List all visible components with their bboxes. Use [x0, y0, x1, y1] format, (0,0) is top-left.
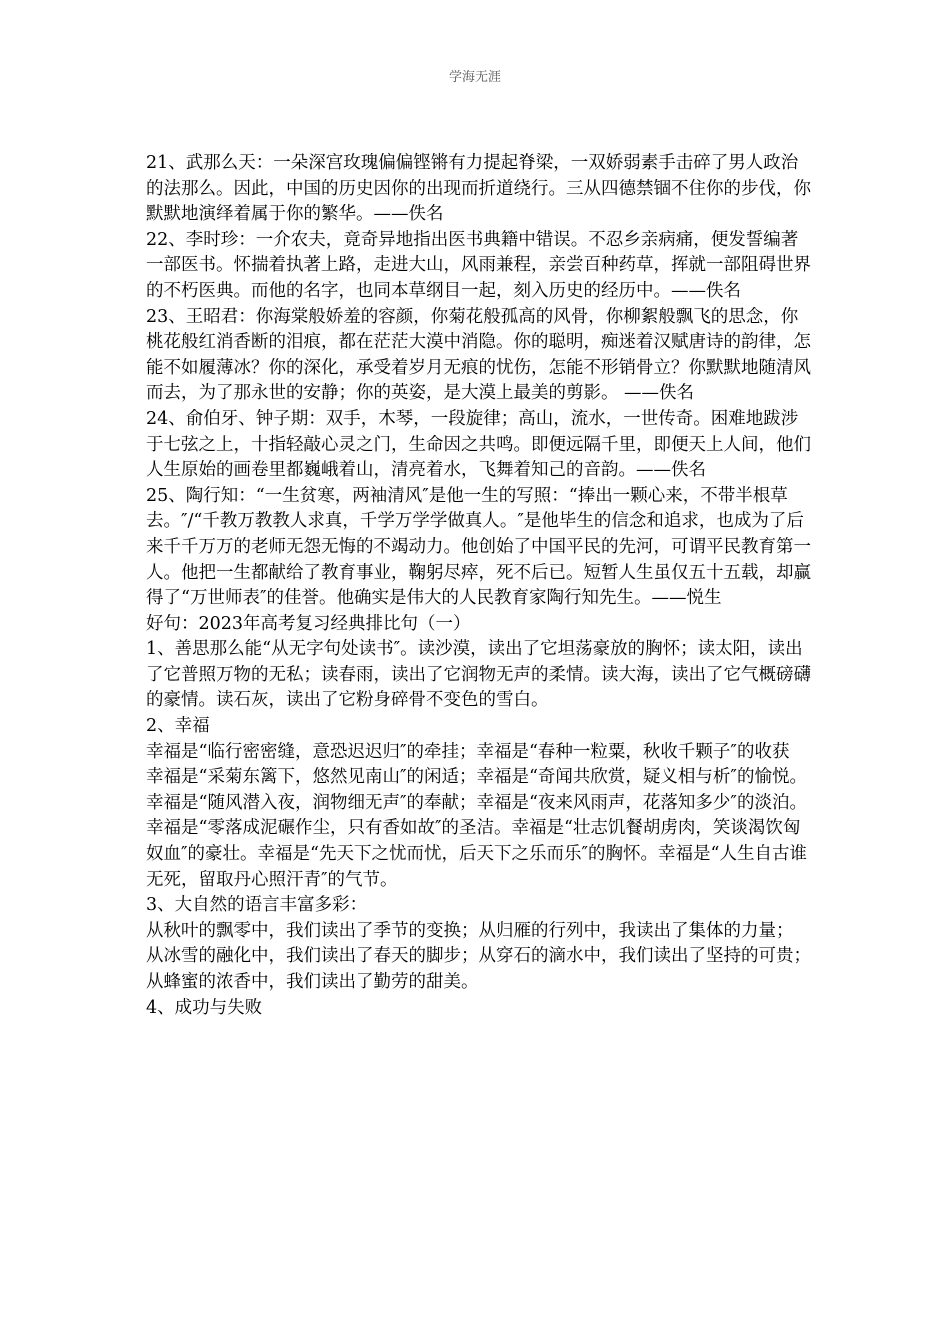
happiness-line-2: 幸福是“采菊东篱下，悠然见南山″的闲适；幸福是“奇闻共欣赏，疑义相与析″的愉悦。	[146, 767, 807, 788]
paragraph-22-li-shizhen: 22、李时珍：一介农夫，竟奇异地指出医书典籍中错误。不忍乡亲病痛，便发誓编著一部医书。怀揣着执著上路，走进大山，风雨兼程，亲尝百种药草，挥就一部阻碍世界的不朽医典。而他的名字，也同本草纲目一起，刻入历史的经历中。——佚名	[146, 229, 811, 301]
section-heading: 好句：2023年高考复习经典排比句（一）	[146, 613, 471, 634]
paragraph-23-wang-zhaojun: 23、王昭君：你海棠般娇羞的容颜，你菊花般孤高的风骨，你柳絮般飘飞的思念，你桃花般红消香断的泪痕，都在茫茫大漠中消隐。你的聪明，痴迷着汉赋唐诗的韵律，怎能不如履薄冰？你的深化，承受着岁月无痕的忧伤，怎能不形销骨立？你默默地随清风而去，为了那永世的安静；你的英姿，是大漠上最美的剪影。 ——佚名	[146, 306, 811, 404]
nature-line-1: 从秋叶的飘零中，我们读出了季节的变换；从归雁的行列中，我读出了集体的力量；	[146, 920, 794, 941]
item-heading-success-failure: 4、成功与失败	[146, 997, 263, 1018]
page-header: 学海无涯	[448, 70, 501, 85]
happiness-line-1: 幸福是“临行密密缝，意恐迟迟归″的牵挂；幸福是“春种一粒粟，秋收千颗子″的收获	[146, 741, 790, 762]
nature-line-3: 从蜂蜜的浓香中，我们读出了勤劳的甜美。	[146, 972, 479, 992]
document-body	[146, 151, 811, 1021]
paragraph-24-yu-boya: 24、俞伯牙、钟子期：双手，木琴，一段旋律；高山，流水，一世传奇。困难地跋涉于七弦之上，十指轻敲心灵之门，生命因之共鸣。即便远隔千里，即便天上人间，他们人生原始的画卷里都巍峨着山，清亮着水，飞舞着知己的音韵。——佚名	[146, 408, 811, 481]
paragraph-21-wu-zetian: 21、武那么天：一朵深宫玫瑰偏偏铿锵有力提起脊梁，一双娇弱素手击碎了男人政治的法那么。因此，中国的历史因你的出现而折道绕行。三从四德禁锢不住你的步伐，你默默地演绎着属于你的繁华。——佚名	[146, 153, 811, 225]
paragraph-1-shansi: 1、善思那么能“从无字句处读书″。读沙漠，读出了它坦荡豪放的胸怀；读太阳，读出了它普照万物的无私；读春雨，读出了它润物无声的柔情。读大海，读出了它气概磅礴的豪情。读石灰，读出了它粉身碎骨不变色的雪白。	[146, 639, 811, 711]
paragraph-25-tao-xingzhi: 25、陶行知：“一生贫寒，两袖清风″是他一生的写照：“捧出一颗心来，不带半根草去。″/“千教万教教人求真，千学万学学做真人。″是他毕生的信念和追求，也成为了后来千千万万的老师无怨无悔的不竭动力。他创始了中国平民的先河，可谓平民教育第一人。他把一生都献给了教育事业，鞠躬尽瘁，死不后已。短暂人生虽仅五十五载，却赢得了“万世师表″的佳誉。他确实是伟大的人民教育家陶行知先生。——悦生	[146, 485, 811, 609]
item-heading-nature: 3、大自然的语言丰富多彩：	[146, 895, 368, 916]
happiness-line-3: 幸福是“随风潜入夜，润物细无声″的奉献；幸福是“夜来风雨声，花落知多少″的淡泊。	[146, 792, 807, 813]
nature-line-2: 从冰雪的融化中，我们读出了春天的脚步；从穿石的滴水中，我们读出了坚持的可贵；	[146, 946, 811, 967]
item-heading-happiness: 2、幸福	[146, 716, 210, 737]
happiness-line-4: 幸福是“零落成泥碾作尘，只有香如故″的圣洁。幸福是“壮志饥餐胡虏肉，笑谈渴饮匈奴血″的豪壮。幸福是“先天下之忧而忧，后天下之乐而乐″的胸怀。幸福是“人生自古谁无死，留取丹心照汗青″的气节。	[146, 818, 807, 890]
